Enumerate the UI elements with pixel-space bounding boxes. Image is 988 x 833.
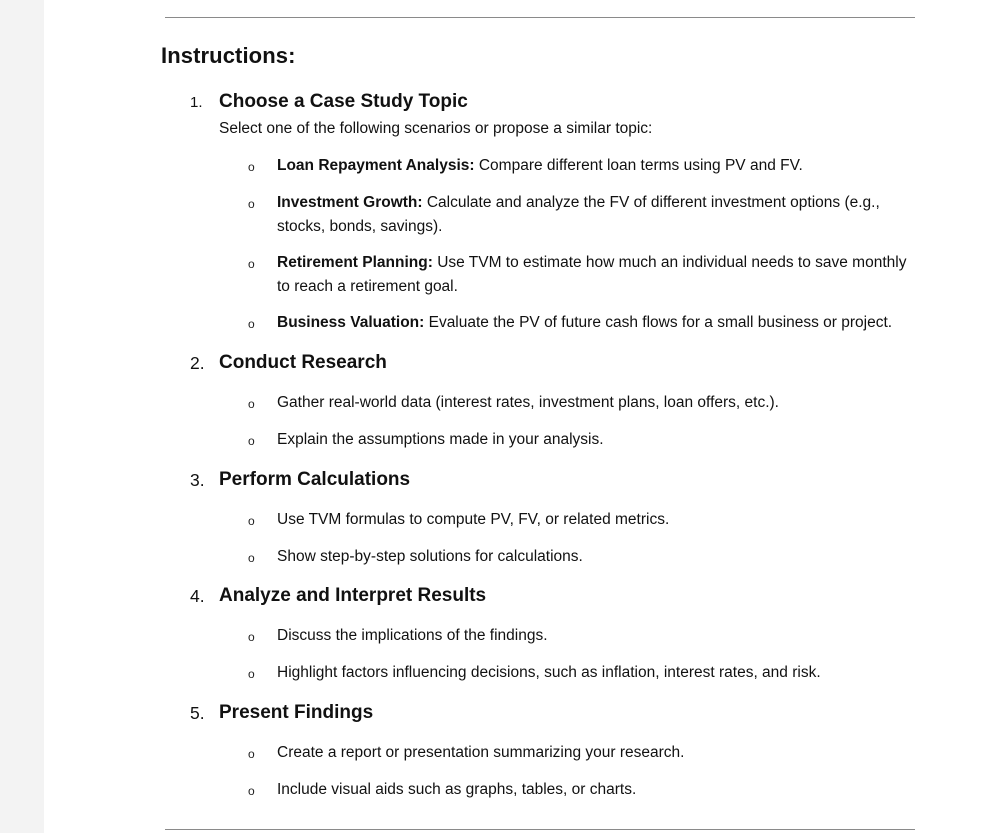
bullet-icon: o	[248, 551, 255, 565]
bullet-icon: o	[248, 397, 255, 411]
step-title: Present Findings	[219, 702, 374, 723]
list-item: Explain the assumptions made in your analysis.	[277, 431, 604, 448]
top-divider	[165, 17, 915, 18]
step-number: 5.	[190, 703, 205, 723]
list-item: Discuss the implications of the findings.	[277, 627, 548, 644]
list-item: Use TVM formulas to compute PV, FV, or related metrics.	[277, 511, 670, 528]
list-item	[277, 154, 917, 178]
bullet-icon: o	[248, 257, 255, 271]
bullet-icon: o	[248, 197, 255, 211]
list-item: Highlight factors influencing decisions, such as inflation, interest rates, and risk.	[277, 664, 821, 681]
list-item	[277, 311, 917, 335]
item-label: Retirement Planning:	[277, 254, 433, 271]
list-item: Include visual aids such as graphs, tables, or charts.	[277, 781, 637, 798]
list-item: Gather real-world data (interest rates, investment plans, loan offers, etc.).	[277, 394, 779, 411]
item-text: Use TVM to estimate how much an individual needs to save monthly to reach a retirement goal.	[277, 254, 907, 295]
step-number: 4.	[190, 586, 205, 606]
list-item: Show step-by-step solutions for calculations.	[277, 548, 583, 565]
bullet-icon: o	[248, 514, 255, 528]
item-label: Investment Growth:	[277, 194, 423, 211]
step-description: Select one of the following scenarios or propose a similar topic:	[219, 120, 653, 137]
bullet-icon: o	[248, 667, 255, 681]
item-label: Loan Repayment Analysis:	[277, 157, 475, 174]
bullet-icon: o	[248, 630, 255, 644]
list-item	[277, 191, 917, 239]
item-label: Business Valuation:	[277, 314, 425, 331]
instructions-heading: Instructions:	[161, 43, 296, 68]
left-margin	[0, 0, 44, 833]
step-title: Conduct Research	[219, 352, 387, 373]
list-item	[277, 251, 917, 299]
step-number: 1.	[190, 94, 203, 111]
item-text: Calculate and analyze the FV of different investment options (e.g., stocks, bonds, savings).	[277, 194, 880, 235]
step-title: Analyze and Interpret Results	[219, 585, 487, 606]
bullet-icon: o	[248, 747, 255, 761]
bullet-icon: o	[248, 784, 255, 798]
bottom-divider	[165, 829, 915, 830]
step-title: Perform Calculations	[219, 469, 411, 490]
step-title: Choose a Case Study Topic	[219, 91, 468, 112]
bullet-icon: o	[248, 434, 255, 448]
list-item: Create a report or presentation summarizing your research.	[277, 744, 685, 761]
step-number: 3.	[190, 470, 205, 490]
item-text: Evaluate the PV of future cash flows for a small business or project.	[424, 314, 893, 331]
bullet-icon: o	[248, 317, 255, 331]
item-text: Compare different loan terms using PV and FV.	[474, 157, 803, 174]
bullet-icon: o	[248, 160, 255, 174]
step-number: 2.	[190, 353, 205, 373]
